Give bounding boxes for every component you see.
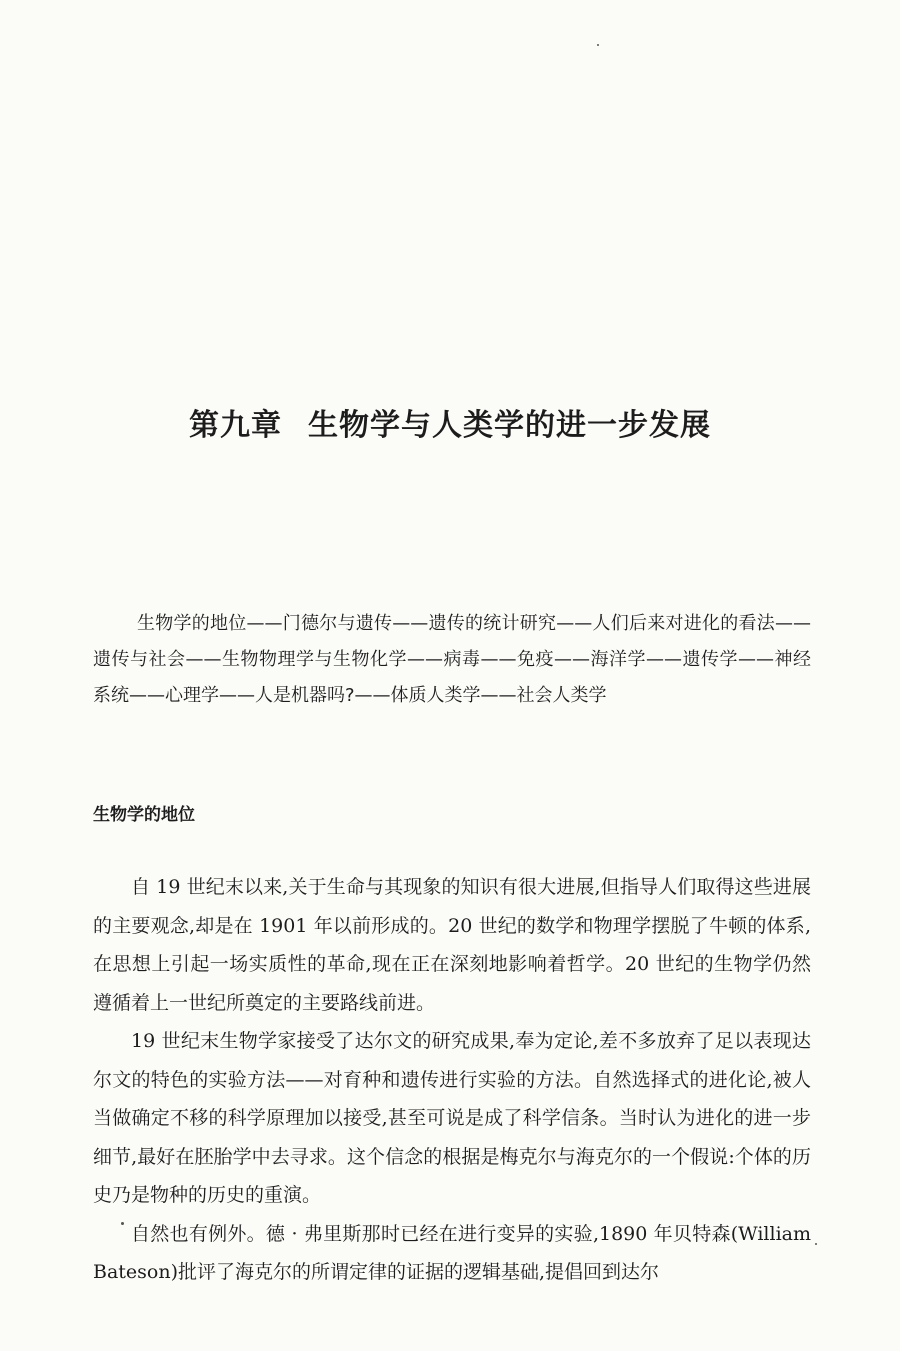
chapter-name: 生物学与人类学的进一步发展	[308, 408, 711, 444]
paragraph: 自然也有例外。德 · 弗里斯那时已经在进行变异的实验,1890 年贝特森(William Bateson)批评了海克尔的所谓定律的证据的逻辑基础,提倡回到达尔	[93, 1222, 811, 1283]
scan-speck	[597, 44, 599, 46]
section-heading: 生物学的地位	[93, 805, 195, 825]
paragraph: 19 世纪末生物学家接受了达尔文的研究成果,奉为定论,差不多放弃了足以表现达尔文的特色的实验方法——对育种和遗传进行实验的方法。自然选择式的进化论,被人当做确定不移的科学原理加以接受,甚至可说是成了科学信条。当时认为进化的进一步细节,最好在胚胎学中去寻求。这个信念的根据是梅克尔与海克尔的一个假说:个体的历史乃是物种的历史的重演。	[93, 1030, 811, 1206]
body-text	[93, 868, 811, 1292]
chapter-title	[0, 400, 900, 444]
scan-speck	[815, 1243, 817, 1245]
scan-speck	[121, 1222, 124, 1225]
paragraph: 自 19 世纪末以来,关于生命与其现象的知识有很大进展,但指导人们取得这些进展的主要观念,却是在 1901 年以前形成的。20 世纪的数学和物理学摆脱了牛顿的体系,在思想上引起一场实质性的革命,现在正在深刻地影响着哲学。20 世纪的生物学仍然遵循着上一世纪所奠定的主要路线前进。	[93, 876, 811, 1014]
chapter-number: 第九章	[189, 408, 282, 444]
chapter-summary: 生物学的地位——门德尔与遗传——遗传的统计研究——人们后来对进化的看法——遗传与社会——生物物理学与生物化学——病毒——免疫——海洋学——遗传学——神经系统——心理学——人是机器吗?——体质人类学——社会人类学	[93, 613, 811, 706]
